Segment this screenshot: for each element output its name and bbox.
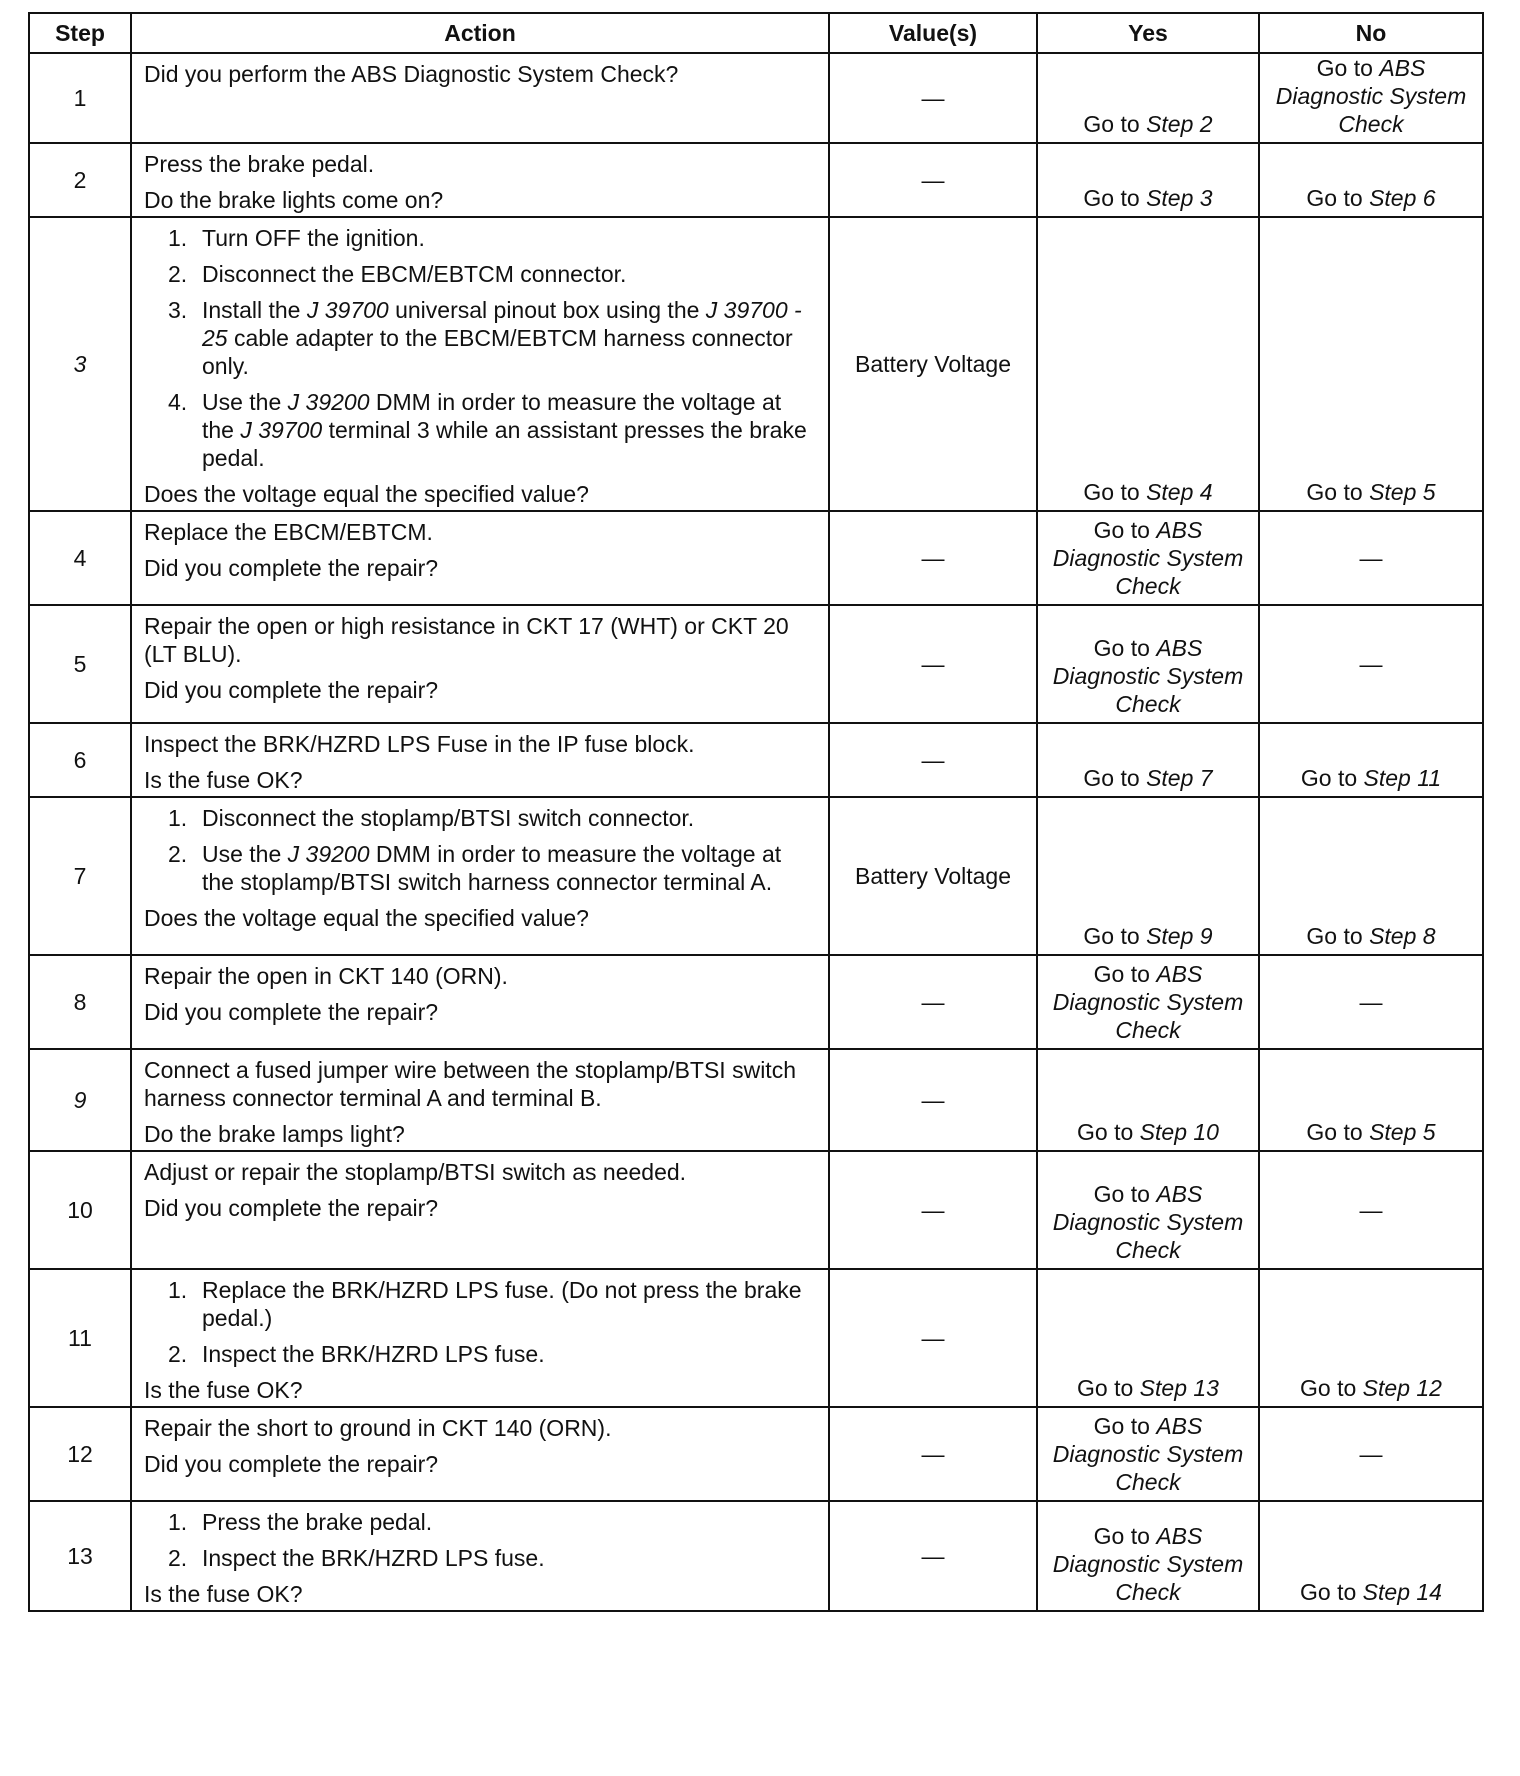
goto-reference: Step 9 xyxy=(1146,923,1213,949)
value-cell: Battery Voltage xyxy=(829,217,1037,511)
empty-dash: — xyxy=(1359,545,1383,571)
no-cell xyxy=(1259,1269,1483,1407)
goto-reference: Step 2 xyxy=(1146,111,1213,137)
goto-reference: Step 12 xyxy=(1362,1375,1442,1401)
value-cell: — xyxy=(829,1407,1037,1501)
goto-prefix: Go to xyxy=(1093,961,1157,987)
action-text: Connect a fused jumper wire between the stoplamp/BTSI switch harness connector terminal A and terminal B. xyxy=(144,1057,796,1111)
action-text: Do the brake lamps light? xyxy=(144,1121,405,1147)
diagnostic-table xyxy=(28,12,1484,1612)
goto-reference: Step 5 xyxy=(1369,1119,1436,1145)
action-cell xyxy=(131,511,829,605)
goto-reference: Step 10 xyxy=(1139,1119,1219,1145)
value-cell: — xyxy=(829,723,1037,797)
action-cell xyxy=(131,955,829,1049)
action-list-item xyxy=(144,224,818,252)
goto-prefix: Go to xyxy=(1306,1119,1370,1145)
table-row xyxy=(29,1269,1483,1407)
empty-dash: — xyxy=(1359,989,1383,1015)
goto-prefix: Go to xyxy=(1077,1375,1140,1401)
yes-cell xyxy=(1037,605,1259,723)
yes-cell xyxy=(1037,723,1259,797)
no-cell xyxy=(1259,1151,1483,1269)
action-question: Is the fuse OK? xyxy=(144,1377,303,1403)
no-cell xyxy=(1259,723,1483,797)
list-number: 1. xyxy=(168,1509,188,1535)
header-row xyxy=(29,13,1483,53)
list-number: 2. xyxy=(168,1341,188,1367)
yes-cell xyxy=(1037,53,1259,143)
yes-cell xyxy=(1037,797,1259,955)
action-cell xyxy=(131,797,829,955)
header-yes: Yes xyxy=(1037,13,1259,53)
goto-prefix: Go to xyxy=(1306,923,1370,949)
header-action: Action xyxy=(131,13,829,53)
list-number: 4. xyxy=(168,389,188,415)
yes-cell xyxy=(1037,1501,1259,1611)
action-list-item xyxy=(144,1544,818,1572)
action-text: Adjust or repair the stoplamp/BTSI switch as needed. xyxy=(144,1159,687,1185)
goto-reference: Step 3 xyxy=(1146,185,1213,211)
action-question: Is the fuse OK? xyxy=(144,1581,303,1607)
table-row xyxy=(29,1151,1483,1269)
list-text: Inspect the BRK/HZRD LPS fuse. xyxy=(202,1545,545,1571)
list-number: 2. xyxy=(168,261,188,287)
goto-prefix: Go to xyxy=(1083,185,1147,211)
step-number: 7 xyxy=(29,797,131,955)
action-cell xyxy=(131,1269,829,1407)
list-text: Turn OFF the ignition. xyxy=(202,225,425,251)
action-cell xyxy=(131,605,829,723)
table-row xyxy=(29,797,1483,955)
list-text: Use the J 39200 DMM in order to measure the voltage at the stoplamp/BTSI switch harness connector terminal A. xyxy=(202,841,782,895)
tool-reference: J 39700 - 25 xyxy=(202,297,802,351)
table-row xyxy=(29,1049,1483,1151)
goto-reference: Step 14 xyxy=(1362,1579,1442,1605)
table-row xyxy=(29,217,1483,511)
action-text: Repair the open in CKT 140 (ORN). xyxy=(144,963,508,989)
goto-prefix: Go to xyxy=(1093,635,1157,661)
goto-reference: Step 4 xyxy=(1146,479,1213,505)
table-row xyxy=(29,955,1483,1049)
action-text: Press the brake pedal. xyxy=(144,151,375,177)
action-list-item xyxy=(144,1276,818,1332)
goto-prefix: Go to xyxy=(1300,1375,1363,1401)
goto-prefix: Go to xyxy=(1306,185,1370,211)
step-number: 10 xyxy=(29,1151,131,1269)
table-row xyxy=(29,511,1483,605)
yes-cell xyxy=(1037,511,1259,605)
goto-prefix: Go to xyxy=(1083,765,1147,791)
action-text: Did you complete the repair? xyxy=(144,555,439,581)
goto-prefix: Go to xyxy=(1306,479,1370,505)
step-number: 8 xyxy=(29,955,131,1049)
action-text: Did you complete the repair? xyxy=(144,1195,439,1221)
step-number: 13 xyxy=(29,1501,131,1611)
goto-prefix: Go to xyxy=(1093,1413,1157,1439)
action-text: Did you complete the repair? xyxy=(144,677,439,703)
step-number: 1 xyxy=(29,53,131,143)
step-number: 9 xyxy=(29,1049,131,1151)
goto-reference: Step 7 xyxy=(1146,765,1213,791)
goto-prefix: Go to xyxy=(1083,111,1147,137)
value-cell: — xyxy=(829,511,1037,605)
action-cell xyxy=(131,723,829,797)
value-cell: — xyxy=(829,1501,1037,1611)
step-number: 3 xyxy=(29,217,131,511)
goto-reference: ABS Diagnostic System Check xyxy=(1052,1413,1244,1495)
no-cell xyxy=(1259,1049,1483,1151)
list-text: Install the J 39700 universal pinout box using the J 39700 - 25 cable adapter to the EBCM/EBTCM harness connector only. xyxy=(202,297,802,379)
header-no: No xyxy=(1259,13,1483,53)
no-cell xyxy=(1259,53,1483,143)
list-text: Replace the BRK/HZRD LPS fuse. (Do not press the brake pedal.) xyxy=(202,1277,802,1331)
value-cell: — xyxy=(829,53,1037,143)
list-number: 1. xyxy=(168,225,188,251)
action-cell xyxy=(131,1407,829,1501)
yes-cell xyxy=(1037,143,1259,217)
action-list-item xyxy=(144,296,818,380)
empty-dash: — xyxy=(1359,1441,1383,1467)
list-number: 2. xyxy=(168,841,188,867)
action-list-item xyxy=(144,1340,818,1368)
list-number: 1. xyxy=(168,1277,188,1303)
goto-prefix: Go to xyxy=(1083,923,1147,949)
action-text: Did you complete the repair? xyxy=(144,999,439,1025)
step-number: 4 xyxy=(29,511,131,605)
step-number: 6 xyxy=(29,723,131,797)
goto-reference: ABS Diagnostic System Check xyxy=(1275,55,1467,137)
goto-reference: ABS Diagnostic System Check xyxy=(1052,635,1244,717)
empty-dash: — xyxy=(1359,1197,1383,1223)
list-text: Press the brake pedal. xyxy=(202,1509,433,1535)
action-text: Repair the short to ground in CKT 140 (ORN). xyxy=(144,1415,612,1441)
no-cell xyxy=(1259,955,1483,1049)
no-cell xyxy=(1259,797,1483,955)
action-list-item xyxy=(144,1508,818,1536)
goto-reference: Step 6 xyxy=(1369,185,1436,211)
action-cell xyxy=(131,143,829,217)
header-step: Step xyxy=(29,13,131,53)
goto-reference: ABS Diagnostic System Check xyxy=(1052,1181,1244,1263)
goto-prefix: Go to xyxy=(1083,479,1147,505)
no-cell xyxy=(1259,605,1483,723)
value-cell: — xyxy=(829,955,1037,1049)
goto-prefix: Go to xyxy=(1300,1579,1363,1605)
action-text: Did you complete the repair? xyxy=(144,1451,439,1477)
value-cell: — xyxy=(829,1269,1037,1407)
table-row xyxy=(29,53,1483,143)
yes-cell xyxy=(1037,1151,1259,1269)
tool-reference: J 39200 xyxy=(287,389,370,415)
goto-prefix: Go to xyxy=(1093,517,1157,543)
yes-cell xyxy=(1037,1049,1259,1151)
action-list-item xyxy=(144,260,818,288)
table-row xyxy=(29,605,1483,723)
action-text: Repair the open or high resistance in CKT 17 (WHT) or CKT 20 (LT BLU). xyxy=(144,613,789,667)
action-question: Does the voltage equal the specified value? xyxy=(144,905,589,931)
action-text: Replace the EBCM/EBTCM. xyxy=(144,519,433,545)
goto-reference: ABS Diagnostic System Check xyxy=(1052,961,1244,1043)
header-values: Value(s) xyxy=(829,13,1037,53)
action-text: Inspect the BRK/HZRD LPS Fuse in the IP fuse block. xyxy=(144,731,695,757)
goto-reference: Step 13 xyxy=(1139,1375,1219,1401)
yes-cell xyxy=(1037,955,1259,1049)
step-number: 2 xyxy=(29,143,131,217)
tool-reference: J 39700 xyxy=(240,417,323,443)
list-text: Disconnect the EBCM/EBTCM connector. xyxy=(202,261,627,287)
goto-prefix: Go to xyxy=(1077,1119,1140,1145)
no-cell xyxy=(1259,511,1483,605)
goto-reference: Step 11 xyxy=(1363,765,1442,791)
action-cell xyxy=(131,1151,829,1269)
tool-reference: J 39200 xyxy=(287,841,370,867)
table-row xyxy=(29,1407,1483,1501)
step-number: 11 xyxy=(29,1269,131,1407)
table-row xyxy=(29,723,1483,797)
no-cell xyxy=(1259,1407,1483,1501)
goto-reference: Step 5 xyxy=(1369,479,1436,505)
goto-prefix: Go to xyxy=(1093,1523,1157,1549)
no-cell xyxy=(1259,217,1483,511)
list-text: Inspect the BRK/HZRD LPS fuse. xyxy=(202,1341,545,1367)
list-text: Disconnect the stoplamp/BTSI switch connector. xyxy=(202,805,695,831)
action-text: Do the brake lights come on? xyxy=(144,187,444,213)
goto-reference: Step 8 xyxy=(1369,923,1436,949)
empty-dash: — xyxy=(1359,651,1383,677)
value-cell: — xyxy=(829,1049,1037,1151)
value-cell: — xyxy=(829,143,1037,217)
list-text: Use the J 39200 DMM in order to measure the voltage at the J 39700 terminal 3 while an assistant presses the brake pedal. xyxy=(202,389,807,471)
action-list-item xyxy=(144,388,818,472)
table-row xyxy=(29,1501,1483,1611)
no-cell xyxy=(1259,143,1483,217)
action-list-item xyxy=(144,840,818,896)
goto-prefix: Go to xyxy=(1316,55,1380,81)
value-cell: — xyxy=(829,605,1037,723)
yes-cell xyxy=(1037,1407,1259,1501)
list-number: 3. xyxy=(168,297,188,323)
table-row xyxy=(29,143,1483,217)
action-question: Does the voltage equal the specified value? xyxy=(144,481,589,507)
action-cell xyxy=(131,53,829,143)
step-number: 5 xyxy=(29,605,131,723)
yes-cell xyxy=(1037,1269,1259,1407)
goto-prefix: Go to xyxy=(1300,765,1364,791)
action-cell xyxy=(131,217,829,511)
action-text: Is the fuse OK? xyxy=(144,767,303,793)
action-text: Did you perform the ABS Diagnostic System Check? xyxy=(144,61,679,87)
value-cell: — xyxy=(829,1151,1037,1269)
action-cell xyxy=(131,1501,829,1611)
value-cell: Battery Voltage xyxy=(829,797,1037,955)
step-number: 12 xyxy=(29,1407,131,1501)
no-cell xyxy=(1259,1501,1483,1611)
tool-reference: J 39700 xyxy=(306,297,389,323)
action-cell xyxy=(131,1049,829,1151)
action-list-item xyxy=(144,804,818,832)
goto-prefix: Go to xyxy=(1093,1181,1157,1207)
list-number: 1. xyxy=(168,805,188,831)
goto-reference: ABS Diagnostic System Check xyxy=(1052,517,1244,599)
goto-reference: ABS Diagnostic System Check xyxy=(1052,1523,1244,1605)
list-number: 2. xyxy=(168,1545,188,1571)
yes-cell xyxy=(1037,217,1259,511)
